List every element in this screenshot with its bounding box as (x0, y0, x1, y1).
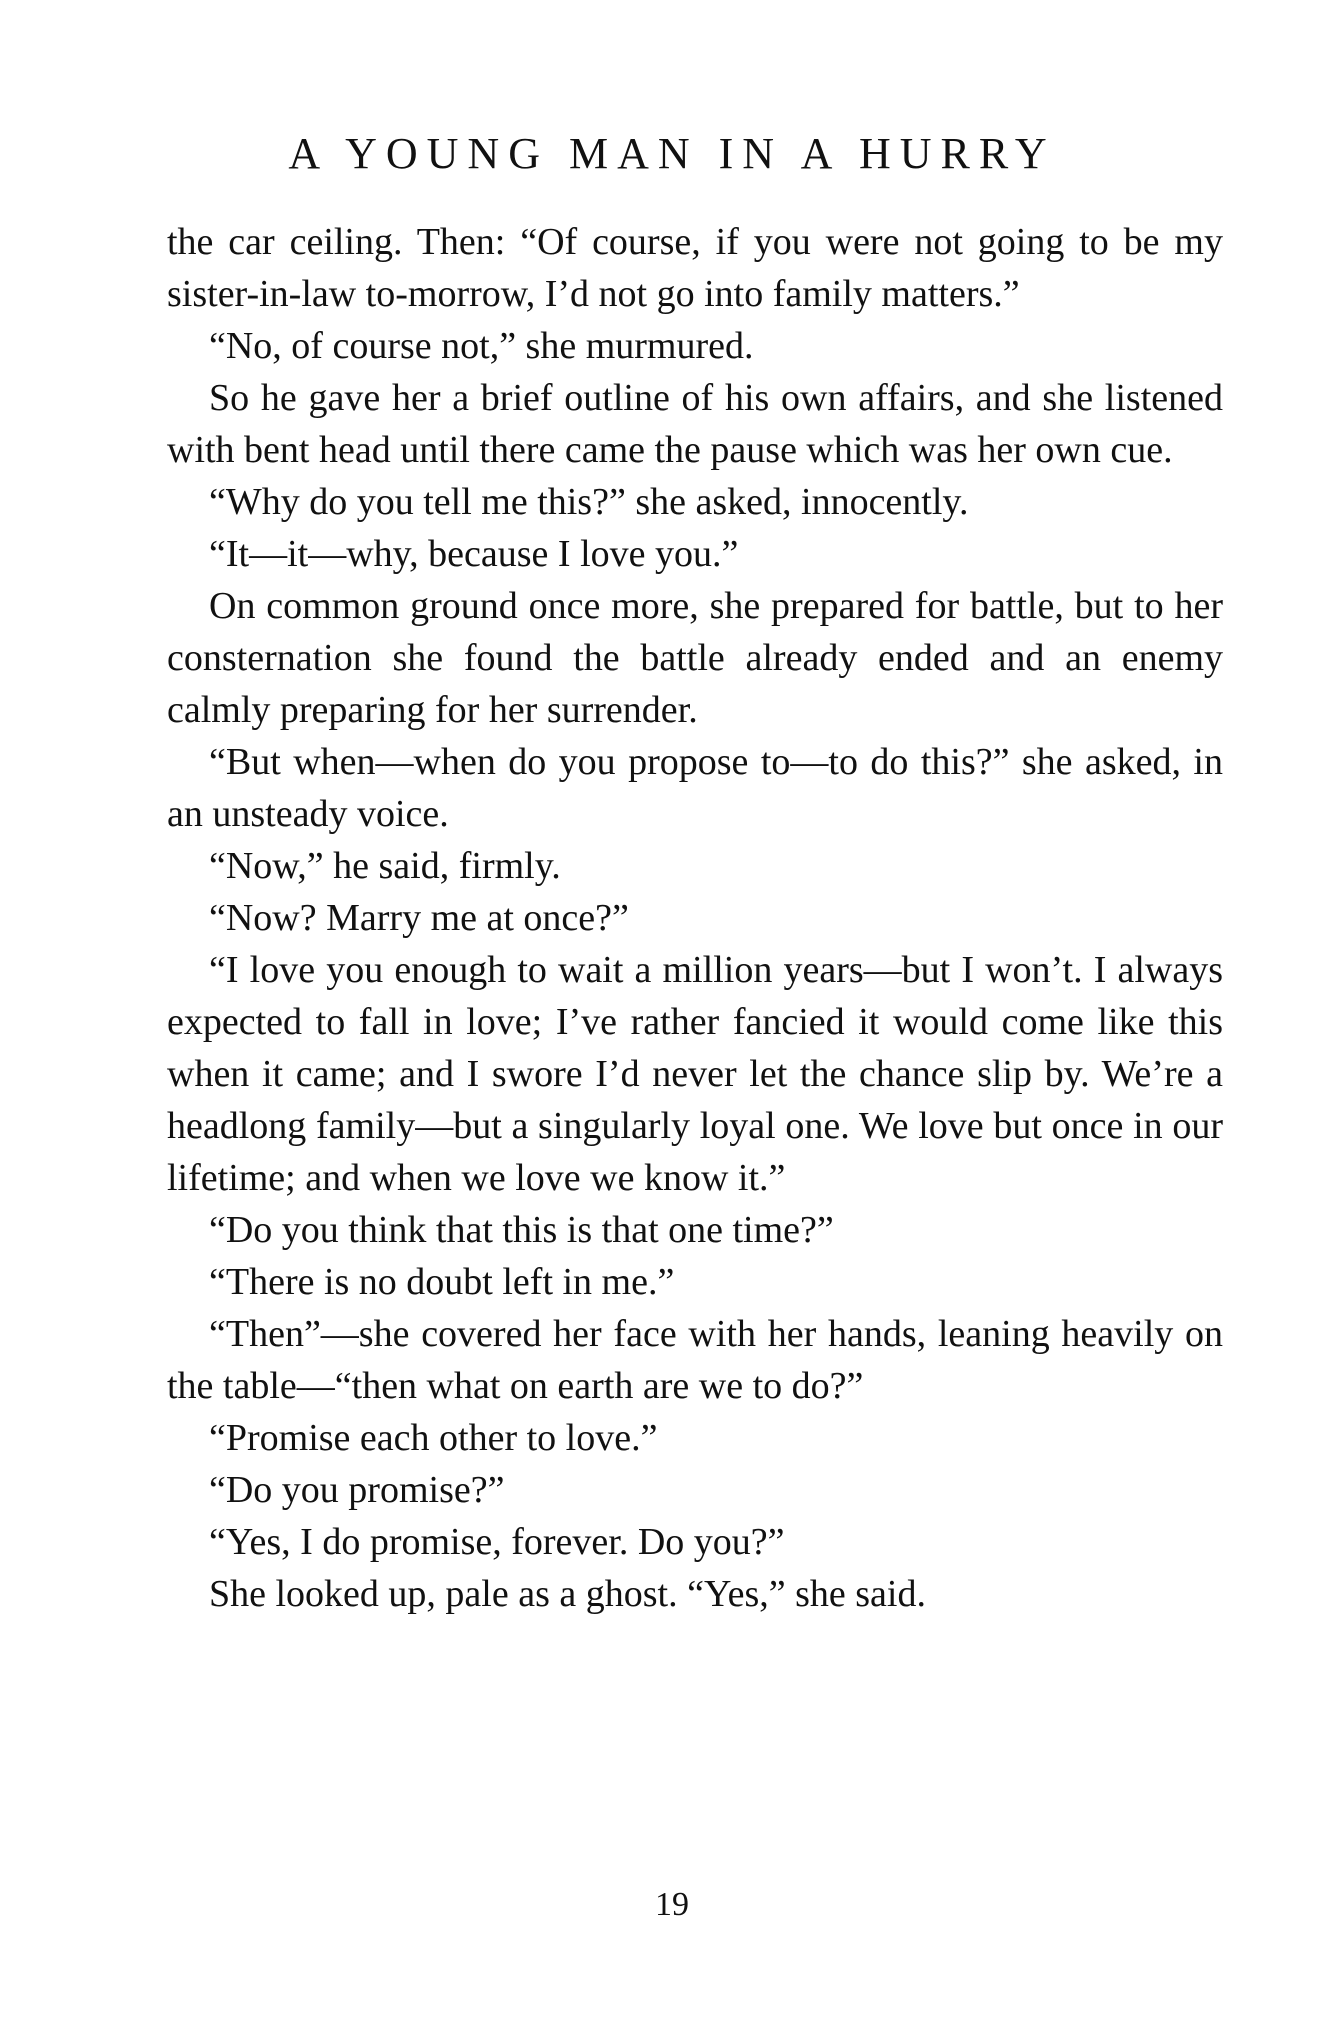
paragraph: “Yes, I do promise, forever. Do you?” (209, 1521, 785, 1563)
paragraph: “But when—when do you propose to—to do this?” she asked, in an unsteady voice. (167, 741, 1223, 835)
paragraph: “Promise each other to love.” (209, 1417, 658, 1459)
paragraph: On common ground once more, she prepared for battle, but to her consternation she found the battle already ended and an enemy calmly preparing for her surrender. (167, 585, 1223, 731)
paragraph: So he gave her a brief outline of his own affairs, and she listened with bent head until there came the pause which was her own cue. (167, 377, 1223, 471)
paragraph: “Do you promise?” (209, 1469, 505, 1511)
paragraph: “There is no doubt left in me.” (209, 1261, 675, 1303)
running-head: A YOUNG MAN IN A HURRY (288, 129, 1056, 178)
paragraph: “Now,” he said, firmly. (209, 845, 561, 887)
paragraph: “Why do you tell me this?” she asked, innocently. (209, 481, 969, 523)
paragraph: “It—it—why, because I love you.” (209, 533, 739, 575)
paragraph: She looked up, pale as a ghost. “Yes,” she said. (209, 1573, 926, 1615)
page-number: 19 (655, 1886, 689, 1923)
paragraph: “Then”—she covered her face with her hands, leaning heavily on the table—“then what on earth are we to do?” (167, 1313, 1223, 1407)
body-text (167, 216, 1223, 1620)
paragraph: “Do you think that this is that one time?” (209, 1209, 834, 1251)
paragraph: the car ceiling. Then: “Of course, if you were not going to be my sister-in-law to-morrow, I’d not go into family matters.” (167, 221, 1223, 315)
paragraph: “Now? Marry me at once?” (209, 897, 629, 939)
paragraph: “I love you enough to wait a million years—but I won’t. I always expected to fall in love; I’ve rather fancied it would come like this when it came; and I swore I’d never let the chance slip by. We’re a headlong family—but a singularly loyal one. We love but once in our lifetime; and when we love we know it.” (167, 949, 1223, 1199)
paragraph: “No, of course not,” she murmured. (209, 325, 754, 367)
